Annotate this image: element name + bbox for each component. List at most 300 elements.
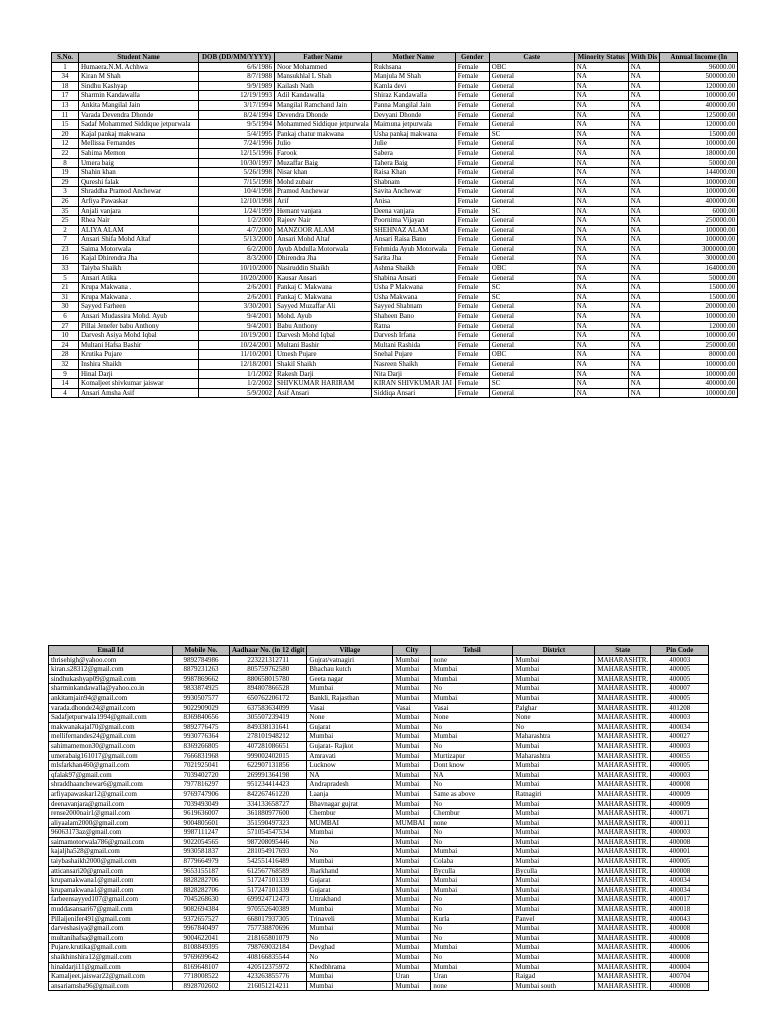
cell-annual-income: 100000.00	[660, 187, 738, 197]
cell-aadhaar: 894807866528	[230, 684, 307, 694]
cell-minority-status: NA	[574, 139, 628, 149]
cell-mother-name: Ansari Raisa Bano	[371, 235, 455, 245]
cell-student-name: Anjali vanjara	[79, 206, 199, 216]
cell-city: MUMBAI	[393, 818, 431, 828]
cell-pin-code: 400704	[651, 972, 709, 982]
cell-annual-income: 300000.00	[660, 254, 738, 264]
cell-city: Vasai	[393, 703, 431, 713]
cell-district: Byculla	[513, 866, 595, 876]
cell-mother-name: Usha Makwana	[371, 292, 455, 302]
cell-mobile: 9967840497	[173, 924, 230, 934]
cell-sno: 24	[52, 340, 79, 350]
cell-city: Mumbai	[393, 674, 431, 684]
cell-annual-income: 100000.00	[660, 312, 738, 322]
cell-mobile: 7977816297	[173, 780, 230, 790]
cell-village: Gujarat	[307, 885, 393, 895]
cell-state: MAHARASHTR.	[595, 972, 651, 982]
cell-caste: General	[489, 312, 574, 322]
cell-student-name: Ansari Mudassira Mohd. Ayub	[79, 312, 199, 322]
cell-village: No	[307, 837, 393, 847]
cell-state: MAHARASHTR.	[595, 684, 651, 694]
cell-student-name: Saima Motorwala	[79, 244, 199, 254]
cell-email: kajaljha528@gmail.com	[49, 847, 173, 857]
cell-dob: 1/2/2002	[199, 379, 275, 389]
cell-tehsil: Colaba	[431, 857, 513, 867]
cell-city: Mumbai	[393, 905, 431, 915]
cell-gender: Female	[455, 340, 489, 350]
cell-mother-name: Usha pankaj makwana	[371, 129, 455, 139]
cell-dob: 1/2/2000	[199, 216, 275, 226]
cell-caste: General	[489, 158, 574, 168]
cell-mobile: 8879231263	[173, 665, 230, 675]
cell-aadhaar: 757738870696	[230, 924, 307, 934]
cell-state: MAHARASHTR.	[595, 741, 651, 751]
cell-caste: General	[489, 331, 574, 341]
cell-mother-name: Julie	[371, 139, 455, 149]
cell-student-name: Rhea Nair	[79, 216, 199, 226]
table-row	[52, 350, 738, 360]
cell-student-name: Sharmin Kandawalla	[79, 91, 199, 101]
table-row	[49, 770, 709, 780]
table-row	[52, 321, 738, 331]
table-row	[52, 62, 738, 72]
cell-mobile: 8928702602	[173, 981, 230, 991]
table-row	[49, 866, 709, 876]
cell-city: Mumbai	[393, 741, 431, 751]
cell-village: Devghad	[307, 943, 393, 953]
cell-mobile: 7039402720	[173, 770, 230, 780]
cell-sno: 22	[52, 148, 79, 158]
cell-with-disability: NA	[628, 187, 660, 197]
table-row	[52, 292, 738, 302]
table-row	[49, 933, 709, 943]
cell-caste: General	[489, 244, 574, 254]
cell-gender: Female	[455, 158, 489, 168]
cell-aadhaar: 305507239419	[230, 713, 307, 723]
cell-father-name: Shakil Shaikh	[275, 360, 372, 370]
cell-mobile: 8108849395	[173, 943, 230, 953]
table-row	[49, 713, 709, 723]
table-row	[52, 168, 738, 178]
table-row	[49, 722, 709, 732]
cell-district: Mumbai	[513, 885, 595, 895]
cell-pin-code: 400008	[651, 837, 709, 847]
cell-caste: SC	[489, 129, 574, 139]
cell-dob: 2/6/2001	[199, 292, 275, 302]
cell-pin-code: 400003	[651, 655, 709, 665]
cell-student-name: Pillai Jenefer babu Anthony	[79, 321, 199, 331]
cell-gender: Female	[455, 129, 489, 139]
cell-mobile: 8369840656	[173, 713, 230, 723]
cell-aadhaar: 612567768589	[230, 866, 307, 876]
cell-gender: Female	[455, 187, 489, 197]
cell-district: Mumbai	[513, 684, 595, 694]
cell-email: thrisehigh@yahoo.com	[49, 655, 173, 665]
cell-village: Mumbai	[307, 924, 393, 934]
cell-mother-name: Siddiqa Ansari	[371, 388, 455, 398]
cell-mobile: 8369266805	[173, 741, 230, 751]
cell-annual-income: 180000.00	[660, 148, 738, 158]
cell-email: Kamaljeet.jaiswar22@gmail.com	[49, 972, 173, 982]
cell-annual-income: 100000.00	[660, 369, 738, 379]
cell-aadhaar: 216051214211	[230, 981, 307, 991]
table-row	[49, 943, 709, 953]
cell-mobile: 8828282706	[173, 885, 230, 895]
cell-annual-income: 250000.00	[660, 216, 738, 226]
cell-village: Andrapradesh	[307, 780, 393, 790]
cell-village: Mumbai	[307, 828, 393, 838]
cell-mother-name: Ratna	[371, 321, 455, 331]
cell-dob: 10/4/1998	[199, 187, 275, 197]
cell-pin-code: 400008	[651, 780, 709, 790]
cell-annual-income: 100000.00	[660, 225, 738, 235]
cell-state: MAHARASHTR.	[595, 703, 651, 713]
cell-minority-status: NA	[574, 100, 628, 110]
cell-annual-income: 400000.00	[660, 196, 738, 206]
cell-state: MAHARASHTR.	[595, 751, 651, 761]
cell-city: Mumbai	[393, 761, 431, 771]
cell-email: kiran.s28312@gmail.com	[49, 665, 173, 675]
cell-email: shaikhinshira12@gmail.com	[49, 953, 173, 963]
cell-district: Maharashtra	[513, 751, 595, 761]
column-header-pin-code: Pin Code	[651, 646, 709, 656]
cell-mother-name: Tahera Baig	[371, 158, 455, 168]
table-row	[49, 665, 709, 675]
cell-pin-code: 400009	[651, 799, 709, 809]
cell-mother-name: Fehmida Ayub Motorwala	[371, 244, 455, 254]
cell-tehsil: Chembur	[431, 809, 513, 819]
cell-city: Uran	[393, 972, 431, 982]
student-details-table	[51, 52, 738, 398]
cell-student-name: Kiran M Shah	[79, 72, 199, 82]
cell-city: Mumbai	[393, 981, 431, 991]
cell-mother-name: Manjula M Shah	[371, 72, 455, 82]
cell-with-disability: NA	[628, 81, 660, 91]
cell-mobile: 7666831968	[173, 751, 230, 761]
cell-mother-name: Snehal Pujare	[371, 350, 455, 360]
cell-pin-code: 400005	[651, 665, 709, 675]
cell-mother-name: Kamla devi	[371, 81, 455, 91]
cell-state: MAHARASHTR.	[595, 828, 651, 838]
table-row	[49, 857, 709, 867]
cell-district: Ratnagiri	[513, 789, 595, 799]
cell-gender: Female	[455, 62, 489, 72]
cell-email: mlsfarkhan460@gmail.com	[49, 761, 173, 771]
cell-tehsil: Murtizapur	[431, 751, 513, 761]
cell-dob: 6/6/1986	[199, 62, 275, 72]
table-row	[49, 914, 709, 924]
cell-gender: Female	[455, 225, 489, 235]
table-row	[49, 828, 709, 838]
cell-mother-name: Shiraz Kandawalla	[371, 91, 455, 101]
cell-dob: 10/20/2000	[199, 273, 275, 283]
cell-mother-name: SHEHNAZ ALAM	[371, 225, 455, 235]
cell-student-name: Qureshi falak	[79, 177, 199, 187]
cell-sno: 25	[52, 216, 79, 226]
cell-aadhaar: 699924712473	[230, 895, 307, 905]
cell-with-disability: NA	[628, 216, 660, 226]
table-row	[49, 818, 709, 828]
cell-student-name: Ankita Mangilal Jain	[79, 100, 199, 110]
cell-sno: 34	[52, 72, 79, 82]
cell-mother-name: Sabera	[371, 148, 455, 158]
cell-dob: 8/24/1994	[199, 110, 275, 120]
table-row	[52, 312, 738, 322]
table-row	[52, 331, 738, 341]
cell-state: MAHARASHTR.	[595, 674, 651, 684]
cell-father-name: Julio	[275, 139, 372, 149]
cell-tehsil: Mumbai	[431, 876, 513, 886]
cell-dob: 1/24/1999	[199, 206, 275, 216]
cell-caste: General	[489, 388, 574, 398]
cell-dob: 10/19/2001	[199, 331, 275, 341]
cell-father-name: Pankaj C Makwana	[275, 283, 372, 293]
cell-father-name: Ayub Abdulla Motorwala	[275, 244, 372, 254]
cell-minority-status: NA	[574, 369, 628, 379]
cell-student-name: Krupa Makwana .	[79, 283, 199, 293]
cell-pin-code: 400018	[651, 905, 709, 915]
cell-state: MAHARASHTR.	[595, 770, 651, 780]
cell-aadhaar: 223221312711	[230, 655, 307, 665]
cell-gender: Female	[455, 379, 489, 389]
cell-email: krupamakwana1@gmail.com	[49, 885, 173, 895]
table-row	[52, 81, 738, 91]
cell-caste: General	[489, 148, 574, 158]
table-row	[52, 264, 738, 274]
cell-district: Mumbai	[513, 895, 595, 905]
cell-tehsil: Mumbai	[431, 665, 513, 675]
table-row	[52, 196, 738, 206]
cell-village: Geeta nagar	[307, 674, 393, 684]
column-header-city: City	[393, 646, 431, 656]
cell-dob: 12/19/1993	[199, 91, 275, 101]
cell-annual-income: 144000.00	[660, 168, 738, 178]
cell-minority-status: NA	[574, 244, 628, 254]
cell-mobile: 9082694384	[173, 905, 230, 915]
cell-father-name: Mansukhlal L Shah	[275, 72, 372, 82]
cell-pin-code: 400009	[651, 789, 709, 799]
cell-pin-code: 400034	[651, 885, 709, 895]
cell-mother-name: Nita Darji	[371, 369, 455, 379]
cell-sno: 26	[52, 196, 79, 206]
cell-aadhaar: 218165801079	[230, 933, 307, 943]
cell-email: hinaldarji11@gmail.com	[49, 962, 173, 972]
cell-tehsil: Mumbai	[431, 847, 513, 857]
cell-gender: Female	[455, 244, 489, 254]
cell-sno: 23	[52, 244, 79, 254]
cell-aadhaar: 637583634099	[230, 703, 307, 713]
cell-minority-status: NA	[574, 264, 628, 274]
cell-village: Lucknow	[307, 761, 393, 771]
cell-gender: Female	[455, 369, 489, 379]
cell-state: MAHARASHTR.	[595, 905, 651, 915]
cell-minority-status: NA	[574, 273, 628, 283]
cell-caste: General	[489, 187, 574, 197]
cell-father-name: Mangilal Ramchand Jain	[275, 100, 372, 110]
cell-caste: OBC	[489, 350, 574, 360]
cell-father-name: Nasiruddin Shaikh	[275, 264, 372, 274]
table-row	[52, 235, 738, 245]
cell-caste: General	[489, 81, 574, 91]
cell-sno: 29	[52, 177, 79, 187]
cell-dob: 9/4/2001	[199, 321, 275, 331]
cell-aadhaar: 408166835544	[230, 953, 307, 963]
cell-aadhaar: 542551416489	[230, 857, 307, 867]
cell-student-name: Sindhu Kashyap	[79, 81, 199, 91]
cell-state: MAHARASHTR.	[595, 933, 651, 943]
cell-dob: 11/10/2001	[199, 350, 275, 360]
cell-caste: General	[489, 120, 574, 130]
cell-tehsil: No	[431, 684, 513, 694]
cell-caste: General	[489, 177, 574, 187]
cell-minority-status: NA	[574, 225, 628, 235]
cell-city: Mumbai	[393, 847, 431, 857]
cell-pin-code: 400003	[651, 741, 709, 751]
cell-city: Mumbai	[393, 732, 431, 742]
column-header-student-name: Student Name	[79, 53, 199, 63]
cell-aadhaar: 278101948212	[230, 732, 307, 742]
cell-caste: OBC	[489, 264, 574, 274]
cell-village: Mumbai	[307, 981, 393, 991]
cell-dob: 10/24/2001	[199, 340, 275, 350]
cell-annual-income: 400000.00	[660, 100, 738, 110]
cell-village: Gujarat	[307, 876, 393, 886]
cell-email: atticansari20@gmail.com	[49, 866, 173, 876]
cell-tehsil: Same as above	[431, 789, 513, 799]
cell-email: rense2000nair1@gmail.com	[49, 809, 173, 819]
cell-with-disability: NA	[628, 388, 660, 398]
cell-sno: 1	[52, 62, 79, 72]
cell-mother-name: Anisa	[371, 196, 455, 206]
cell-city: Mumbai	[393, 713, 431, 723]
cell-mobile: 7045268630	[173, 895, 230, 905]
cell-with-disability: NA	[628, 292, 660, 302]
cell-state: MAHARASHTR.	[595, 857, 651, 867]
cell-state: MAHARASHTR.	[595, 761, 651, 771]
cell-district: Mumbai	[513, 943, 595, 953]
cell-tehsil: No	[431, 837, 513, 847]
cell-village: None	[307, 713, 393, 723]
cell-state: MAHARASHTR.	[595, 809, 651, 819]
cell-pin-code: 400003	[651, 713, 709, 723]
cell-mobile: 9022909029	[173, 703, 230, 713]
table-row	[49, 761, 709, 771]
cell-email: varada.dhonde24@gmail.com	[49, 703, 173, 713]
cell-email: Pillaijenifer491@gmail.com	[49, 914, 173, 924]
cell-pin-code: 400034	[651, 876, 709, 886]
cell-student-name: Multani Hafsa Bashir	[79, 340, 199, 350]
cell-village: Gujarat	[307, 722, 393, 732]
cell-aadhaar: 423263855776	[230, 972, 307, 982]
cell-city: Mumbai	[393, 655, 431, 665]
cell-aadhaar: 970552640389	[230, 905, 307, 915]
cell-email: taiybashaikh2000@gmail.com	[49, 857, 173, 867]
cell-minority-status: NA	[574, 388, 628, 398]
cell-pin-code: 400017	[651, 895, 709, 905]
cell-village: Gujarat- Rajkot	[307, 741, 393, 751]
cell-mobile: 8779664979	[173, 857, 230, 867]
cell-caste: General	[489, 100, 574, 110]
cell-email: deenavanjara@gmail.com	[49, 799, 173, 809]
cell-caste: General	[489, 168, 574, 178]
cell-city: Mumbai	[393, 722, 431, 732]
cell-tehsil: Mumbai	[431, 674, 513, 684]
cell-annual-income: 3000000.00	[660, 244, 738, 254]
table-row	[52, 244, 738, 254]
cell-dob: 8/3/2000	[199, 254, 275, 264]
table-row	[49, 905, 709, 915]
cell-annual-income: 15000.00	[660, 283, 738, 293]
cell-father-name: Rakesh Darji	[275, 369, 372, 379]
cell-tehsil: No	[431, 722, 513, 732]
cell-city: Mumbai	[393, 684, 431, 694]
table-row	[52, 254, 738, 264]
cell-mother-name: Panna Mangilal Jain	[371, 100, 455, 110]
cell-email: multanihafsa@gmail.com	[49, 933, 173, 943]
cell-with-disability: NA	[628, 244, 660, 254]
cell-mobile: 9930776364	[173, 732, 230, 742]
table-row	[49, 799, 709, 809]
table-row	[49, 741, 709, 751]
cell-state: MAHARASHTR.	[595, 981, 651, 991]
cell-pin-code: 400008	[651, 981, 709, 991]
cell-aadhaar: 987208095446	[230, 837, 307, 847]
cell-student-name: Sahima Memon	[79, 148, 199, 158]
cell-sno: 7	[52, 235, 79, 245]
cell-dob: 9/9/1989	[199, 81, 275, 91]
cell-email: mellifernandes24@gmail.com	[49, 732, 173, 742]
cell-pin-code: 400006	[651, 943, 709, 953]
cell-sno: 27	[52, 321, 79, 331]
cell-student-name: Krupa Makwana .	[79, 292, 199, 302]
cell-city: Mumbai	[393, 914, 431, 924]
cell-with-disability: NA	[628, 168, 660, 178]
cell-state: MAHARASHTR.	[595, 962, 651, 972]
cell-district: Mumbai	[513, 847, 595, 857]
table-row	[52, 369, 738, 379]
cell-district: Mumbai	[513, 962, 595, 972]
cell-dob: 3/30/2001	[199, 302, 275, 312]
cell-annual-income: 100000.00	[660, 360, 738, 370]
table-row	[49, 751, 709, 761]
cell-village: Uttrakhand	[307, 895, 393, 905]
cell-district: Mumbai	[513, 770, 595, 780]
cell-city: Mumbai	[393, 857, 431, 867]
cell-sno: 2	[52, 225, 79, 235]
cell-email: ansariamsha96@gmail.com	[49, 981, 173, 991]
cell-sno: 3	[52, 187, 79, 197]
cell-minority-status: NA	[574, 340, 628, 350]
cell-with-disability: NA	[628, 321, 660, 331]
cell-mobile: 9892784986	[173, 655, 230, 665]
cell-village: Trinaveli	[307, 914, 393, 924]
cell-father-name: Mohd. Ayub	[275, 312, 372, 322]
cell-email: farheensayyed107@gmail.com	[49, 895, 173, 905]
cell-pin-code: 400043	[651, 914, 709, 924]
cell-caste: General	[489, 235, 574, 245]
cell-dob: 5/4/1995	[199, 129, 275, 139]
cell-state: MAHARASHTR.	[595, 713, 651, 723]
table-row	[52, 72, 738, 82]
cell-gender: Female	[455, 331, 489, 341]
cell-caste: SC	[489, 206, 574, 216]
cell-village: Mumbai	[307, 857, 393, 867]
cell-state: MAHARASHTR.	[595, 655, 651, 665]
cell-with-disability: NA	[628, 264, 660, 274]
cell-mother-name: Sarita Jha	[371, 254, 455, 264]
cell-mobile: 9987111247	[173, 828, 230, 838]
table-row	[52, 388, 738, 398]
